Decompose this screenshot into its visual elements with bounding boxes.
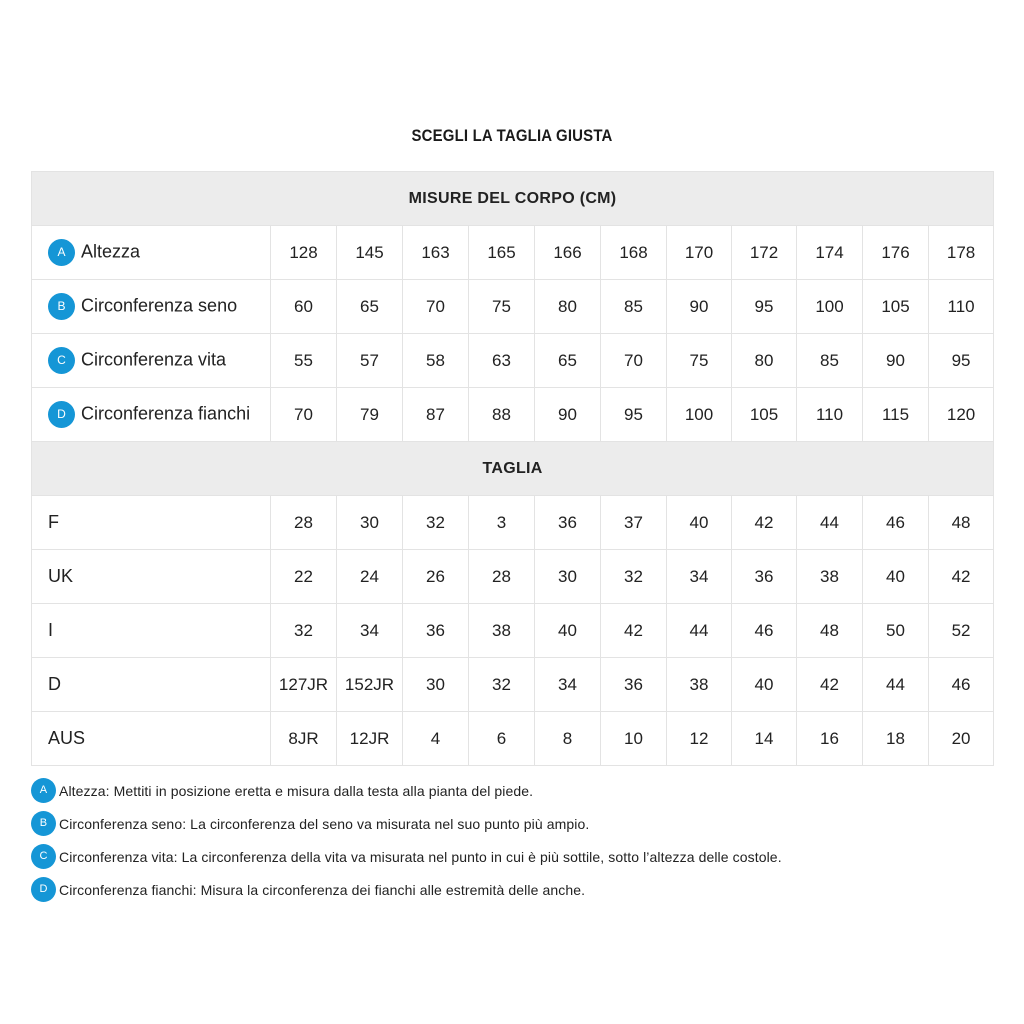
table-cell: 60 bbox=[271, 280, 337, 334]
table-cell: 170 bbox=[667, 226, 732, 280]
table-cell: 87 bbox=[403, 388, 469, 442]
table-cell: 178 bbox=[929, 226, 994, 280]
body-measurement-row bbox=[32, 388, 994, 442]
row-label-text: Circonferenza vita bbox=[81, 349, 227, 370]
table-cell: 75 bbox=[469, 280, 535, 334]
table-cell: 127JR bbox=[271, 658, 337, 712]
table-cell: 28 bbox=[469, 550, 535, 604]
table-cell: 32 bbox=[469, 658, 535, 712]
table-cell: 105 bbox=[863, 280, 929, 334]
table-cell: 48 bbox=[929, 496, 994, 550]
table-cell: 65 bbox=[337, 280, 403, 334]
table-cell: 6 bbox=[469, 712, 535, 766]
table-cell: 80 bbox=[732, 334, 797, 388]
body-measurement-row bbox=[32, 280, 994, 334]
table-cell: 46 bbox=[863, 496, 929, 550]
measurement-legend bbox=[31, 774, 991, 906]
body-measurements-section-heading: MISURE DEL CORPO (CM) bbox=[32, 172, 994, 226]
table-cell: 14 bbox=[732, 712, 797, 766]
table-cell: 115 bbox=[863, 388, 929, 442]
table-cell: 28 bbox=[271, 496, 337, 550]
table-cell: 90 bbox=[535, 388, 601, 442]
size-section-heading: TAGLIA bbox=[32, 442, 994, 496]
table-cell: 36 bbox=[732, 550, 797, 604]
size-conversion-row bbox=[32, 496, 994, 550]
table-cell: 95 bbox=[601, 388, 667, 442]
table-cell: 42 bbox=[601, 604, 667, 658]
table-cell: 16 bbox=[797, 712, 863, 766]
legend-text: Circonferenza fianchi: Misura la circonferenza dei fianchi alle estremità delle anche. bbox=[59, 881, 586, 898]
row-label bbox=[32, 280, 271, 334]
table-cell: 75 bbox=[667, 334, 732, 388]
table-cell: 32 bbox=[601, 550, 667, 604]
table-cell: 100 bbox=[797, 280, 863, 334]
table-cell: 57 bbox=[337, 334, 403, 388]
table-body bbox=[32, 172, 994, 766]
row-label bbox=[32, 388, 271, 442]
table-cell: 22 bbox=[271, 550, 337, 604]
size-conversion-row bbox=[32, 604, 994, 658]
table-cell: 40 bbox=[667, 496, 732, 550]
table-cell: 63 bbox=[469, 334, 535, 388]
badge-b-icon: B bbox=[31, 811, 56, 836]
size-chart-table bbox=[31, 171, 994, 766]
table-cell: 95 bbox=[929, 334, 994, 388]
table-cell: 80 bbox=[535, 280, 601, 334]
table-cell: 30 bbox=[337, 496, 403, 550]
size-conversion-row bbox=[32, 658, 994, 712]
table-cell: 42 bbox=[797, 658, 863, 712]
table-cell: 166 bbox=[535, 226, 601, 280]
table-cell: 100 bbox=[667, 388, 732, 442]
badge-d-icon: D bbox=[48, 401, 75, 428]
table-cell: 32 bbox=[271, 604, 337, 658]
table-cell: 90 bbox=[863, 334, 929, 388]
badge-c-icon: C bbox=[31, 844, 56, 869]
row-label bbox=[32, 550, 271, 604]
table-cell: 128 bbox=[271, 226, 337, 280]
table-cell: 105 bbox=[732, 388, 797, 442]
table-cell: 12JR bbox=[337, 712, 403, 766]
legend-text: Circonferenza seno: La circonferenza del seno va misurata nel suo punto più ampio. bbox=[59, 815, 590, 832]
badge-a-icon: A bbox=[31, 778, 56, 803]
badge-c-icon: C bbox=[48, 347, 75, 374]
table-cell: 8JR bbox=[271, 712, 337, 766]
size-conversion-row bbox=[32, 550, 994, 604]
table-cell: 42 bbox=[929, 550, 994, 604]
table-cell: 44 bbox=[797, 496, 863, 550]
table-cell: 12 bbox=[667, 712, 732, 766]
table-cell: 24 bbox=[337, 550, 403, 604]
table-cell: 46 bbox=[929, 658, 994, 712]
row-label bbox=[32, 496, 271, 550]
legend-item bbox=[31, 840, 991, 873]
table-cell: 110 bbox=[797, 388, 863, 442]
table-cell: 168 bbox=[601, 226, 667, 280]
table-cell: 145 bbox=[337, 226, 403, 280]
table-cell: 152JR bbox=[337, 658, 403, 712]
body-measurement-row bbox=[32, 334, 994, 388]
row-label-text: UK bbox=[48, 566, 74, 586]
table-cell: 70 bbox=[601, 334, 667, 388]
row-label-text: Circonferenza fianchi bbox=[81, 403, 251, 424]
table-cell: 174 bbox=[797, 226, 863, 280]
legend-item bbox=[31, 873, 991, 906]
table-cell: 38 bbox=[797, 550, 863, 604]
table-cell: 3 bbox=[469, 496, 535, 550]
row-label bbox=[32, 334, 271, 388]
table-cell: 85 bbox=[601, 280, 667, 334]
table-cell: 37 bbox=[601, 496, 667, 550]
table-cell: 88 bbox=[469, 388, 535, 442]
table-cell: 46 bbox=[732, 604, 797, 658]
table-cell: 32 bbox=[403, 496, 469, 550]
table-cell: 120 bbox=[929, 388, 994, 442]
row-label-text: D bbox=[48, 674, 61, 694]
table-cell: 163 bbox=[403, 226, 469, 280]
table-cell: 42 bbox=[732, 496, 797, 550]
table-cell: 70 bbox=[403, 280, 469, 334]
table-cell: 30 bbox=[403, 658, 469, 712]
badge-d-icon: D bbox=[31, 877, 56, 902]
table-cell: 65 bbox=[535, 334, 601, 388]
table-cell: 58 bbox=[403, 334, 469, 388]
table-cell: 172 bbox=[732, 226, 797, 280]
table-cell: 90 bbox=[667, 280, 732, 334]
table-cell: 50 bbox=[863, 604, 929, 658]
table-cell: 79 bbox=[337, 388, 403, 442]
table-cell: 44 bbox=[863, 658, 929, 712]
row-label bbox=[32, 712, 271, 766]
legend-text: Circonferenza vita: La circonferenza della vita va misurata nel punto in cui è più sottile, sotto l’altezza delle costole. bbox=[59, 848, 782, 865]
table-cell: 20 bbox=[929, 712, 994, 766]
table-cell: 30 bbox=[535, 550, 601, 604]
row-label bbox=[32, 226, 271, 280]
table-cell: 18 bbox=[863, 712, 929, 766]
table-cell: 52 bbox=[929, 604, 994, 658]
table-cell: 38 bbox=[667, 658, 732, 712]
row-label-text: AUS bbox=[48, 728, 86, 748]
legend-item bbox=[31, 807, 991, 840]
table-cell: 10 bbox=[601, 712, 667, 766]
table-cell: 40 bbox=[732, 658, 797, 712]
table-cell: 48 bbox=[797, 604, 863, 658]
table-cell: 165 bbox=[469, 226, 535, 280]
badge-a-icon: A bbox=[48, 239, 75, 266]
table-cell: 38 bbox=[469, 604, 535, 658]
table-cell: 4 bbox=[403, 712, 469, 766]
table-cell: 176 bbox=[863, 226, 929, 280]
table-cell: 34 bbox=[535, 658, 601, 712]
table-cell: 40 bbox=[863, 550, 929, 604]
table-cell: 70 bbox=[271, 388, 337, 442]
table-cell: 110 bbox=[929, 280, 994, 334]
page-title: SCEGLI LA TAGLIA GIUSTA bbox=[411, 126, 613, 145]
row-label-text: Circonferenza seno bbox=[81, 295, 238, 316]
table-cell: 95 bbox=[732, 280, 797, 334]
row-label-text: Altezza bbox=[81, 241, 141, 262]
body-measurement-row bbox=[32, 226, 994, 280]
table-cell: 26 bbox=[403, 550, 469, 604]
table-cell: 40 bbox=[535, 604, 601, 658]
row-label bbox=[32, 604, 271, 658]
row-label-text: F bbox=[48, 512, 59, 532]
badge-b-icon: B bbox=[48, 293, 75, 320]
size-section-row bbox=[32, 442, 994, 496]
legend-item bbox=[31, 774, 991, 807]
row-label-text: I bbox=[48, 620, 54, 640]
table-cell: 8 bbox=[535, 712, 601, 766]
table-cell: 34 bbox=[337, 604, 403, 658]
row-label bbox=[32, 658, 271, 712]
table-cell: 36 bbox=[601, 658, 667, 712]
body-measurements-section-row bbox=[32, 172, 994, 226]
table-cell: 44 bbox=[667, 604, 732, 658]
table-cell: 36 bbox=[535, 496, 601, 550]
legend-text: Altezza: Mettiti in posizione eretta e misura dalla testa alla pianta del piede. bbox=[59, 782, 534, 799]
table-cell: 34 bbox=[667, 550, 732, 604]
table-cell: 55 bbox=[271, 334, 337, 388]
table-cell: 85 bbox=[797, 334, 863, 388]
table-cell: 36 bbox=[403, 604, 469, 658]
size-conversion-row bbox=[32, 712, 994, 766]
